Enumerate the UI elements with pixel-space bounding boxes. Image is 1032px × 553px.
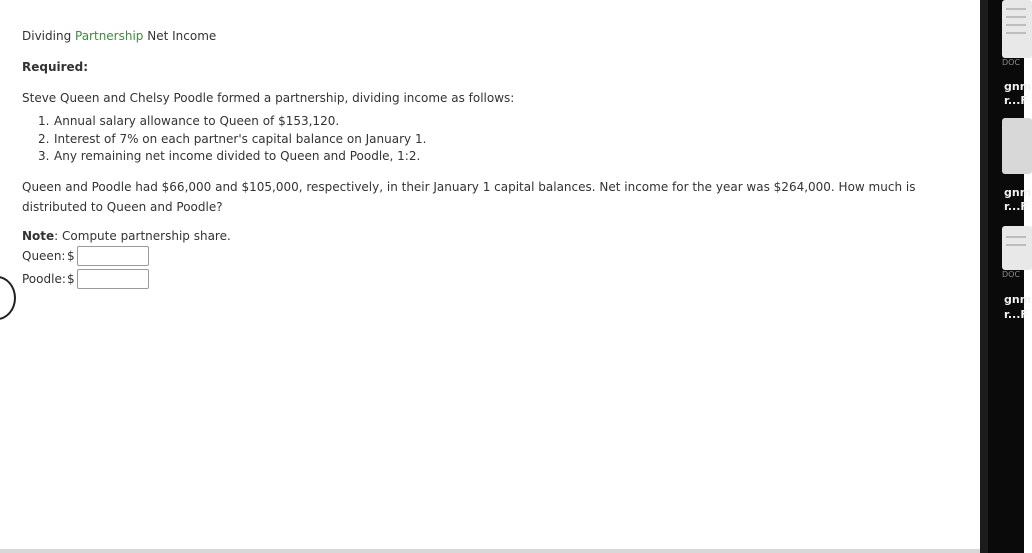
- snippet-line2: r...F: [1004, 308, 1028, 321]
- snippet-line1: gnm: [1004, 80, 1032, 93]
- thumbnail-line: [1006, 8, 1026, 10]
- bottom-divider: [0, 549, 980, 553]
- snippet-line1: gnm: [1004, 186, 1032, 199]
- poodle-amount-input[interactable]: [77, 269, 149, 289]
- thumbnail-line: [1006, 236, 1026, 238]
- side-thumbnail-panel: [988, 0, 1032, 553]
- title-highlight-link[interactable]: Partnership: [75, 29, 144, 43]
- income-rules-list: [22, 114, 426, 167]
- list-item: [22, 132, 426, 150]
- queen-currency: $: [67, 249, 75, 263]
- thumbnail-line: [1006, 32, 1026, 34]
- list-item: [22, 114, 426, 132]
- question-paragraph: Queen and Poodle had $66,000 and $105,000, respectively, in their January 1 capital balances. Net income for the year was $264,000. How much is distributed to Queen and Poodle?: [22, 180, 916, 214]
- doc-tag: DOC: [1002, 270, 1021, 279]
- snippet-line1: gnm: [1004, 293, 1032, 306]
- question-title: [22, 29, 216, 43]
- queen-amount-input[interactable]: [77, 246, 149, 266]
- queen-label: Queen:: [22, 249, 66, 263]
- circle-cursor-icon: [0, 276, 16, 320]
- document-thumbnail[interactable]: [1002, 118, 1032, 174]
- list-item: [22, 149, 426, 167]
- thumbnail-line: [1006, 24, 1026, 26]
- poodle-answer-row: [22, 269, 149, 289]
- poodle-label: Poodle:: [22, 272, 66, 286]
- note-line: [22, 229, 231, 243]
- panel-divider[interactable]: [980, 0, 988, 553]
- doc-tag: DOC: [1002, 58, 1021, 67]
- document-thumbnail[interactable]: [1002, 226, 1032, 270]
- title-part1: Dividing: [22, 29, 75, 43]
- snippet-line2: r...F: [1004, 200, 1028, 213]
- queen-answer-row: [22, 246, 149, 266]
- title-part2: Net Income: [143, 29, 217, 43]
- list-text: Any remaining net income divided to Queen and Poodle, 1:2.: [54, 149, 421, 163]
- note-label: Note: [22, 229, 55, 243]
- document-thumbnail[interactable]: [1002, 0, 1032, 58]
- list-number: 3.: [38, 149, 50, 163]
- list-text: Annual salary allowance to Queen of $153,120.: [54, 114, 340, 128]
- note-text: : Compute partnership share.: [54, 229, 231, 243]
- required-label: Required:: [22, 60, 89, 74]
- snippet-line2: r...F: [1004, 94, 1028, 107]
- thumbnail-line: [1006, 244, 1026, 246]
- list-number: 2.: [38, 131, 50, 146]
- list-text: Interest of 7% on each partner's capital balance on January 1.: [54, 131, 427, 146]
- list-number: 1.: [38, 114, 50, 128]
- poodle-currency: $: [67, 272, 75, 286]
- intro-text: Steve Queen and Chelsy Poodle formed a partnership, dividing income as follows:: [22, 91, 515, 105]
- thumbnail-line: [1006, 16, 1026, 18]
